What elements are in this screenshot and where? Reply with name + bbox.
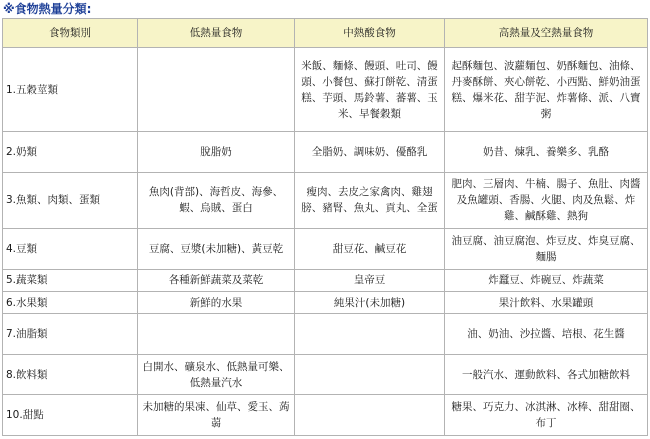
high-calorie-cell: 油豆腐、油豆腐泡、炸豆皮、炸臭豆腐、麵腸 (445, 229, 648, 270)
table-header-row (3, 19, 648, 48)
medium-calorie-cell (295, 354, 445, 395)
table-row (3, 172, 648, 229)
low-calorie-cell: 魚肉(背部)、海哲皮、海參、蝦、烏賊、蛋白 (138, 172, 295, 229)
low-calorie-cell: 未加糖的果凍、仙草、愛玉、蒟蒻 (138, 395, 295, 436)
category-cell: 2.奶類 (3, 132, 138, 173)
high-calorie-cell: 奶昔、煉乳、養樂多、乳酪 (445, 132, 648, 173)
table-row (3, 314, 648, 355)
medium-calorie-cell: 純果汁(未加糖) (295, 292, 445, 314)
medium-calorie-cell: 甜豆花、鹹豆花 (295, 229, 445, 270)
page-title: ※食物熱量分類: (3, 2, 92, 16)
table-row (3, 395, 648, 436)
medium-calorie-cell (295, 314, 445, 355)
high-calorie-cell: 糖果、巧克力、冰淇淋、冰棒、甜甜圈、布丁 (445, 395, 648, 436)
high-calorie-cell: 起酥麵包、波蘿麵包、奶酥麵包、油條、丹麥酥餅、夾心餅乾、小西點、鮮奶油蛋糕、爆米花、甜芋泥、炸薯條、派、八寶粥 (445, 48, 648, 132)
category-cell: 1.五穀莖類 (3, 48, 138, 132)
medium-calorie-cell: 瘦肉、去皮之家禽肉、雞翅膀、豬腎、魚丸、貢丸、全蛋 (295, 172, 445, 229)
category-cell: 8.飲料類 (3, 354, 138, 395)
low-calorie-cell: 豆腐、豆漿(未加糖)、黃豆乾 (138, 229, 295, 270)
food-calorie-table (2, 18, 648, 436)
table-row (3, 354, 648, 395)
high-calorie-cell: 油、奶油、沙拉醬、培根、花生醬 (445, 314, 648, 355)
header-medium-calorie: 中熱酸食物 (295, 19, 445, 48)
header-low-calorie: 低熱量食物 (138, 19, 295, 48)
table-row (3, 229, 648, 270)
category-cell: 7.油脂類 (3, 314, 138, 355)
category-cell: 10.甜點 (3, 395, 138, 436)
low-calorie-cell: 新鮮的水果 (138, 292, 295, 314)
low-calorie-cell (138, 314, 295, 355)
category-cell: 3.魚類、肉類、蛋類 (3, 172, 138, 229)
medium-calorie-cell: 全脂奶、調味奶、優酪乳 (295, 132, 445, 173)
table-row (3, 292, 648, 314)
low-calorie-cell: 白開水、礦泉水、低熱量可樂、低熱量汽水 (138, 354, 295, 395)
medium-calorie-cell: 皇帝豆 (295, 269, 445, 291)
low-calorie-cell: 各種新鮮蔬菜及菜乾 (138, 269, 295, 291)
header-category: 食物類別 (3, 19, 138, 48)
category-cell: 4.豆類 (3, 229, 138, 270)
high-calorie-cell: 果汁飲料、水果罐頭 (445, 292, 648, 314)
table-row (3, 132, 648, 173)
table-row (3, 48, 648, 132)
header-high-calorie: 高熱量及空熱量食物 (445, 19, 648, 48)
table-row (3, 269, 648, 291)
high-calorie-cell: 肥肉、三層肉、牛楠、腸子、魚肚、肉醬及魚罐頭、香腸、火腿、肉及魚鬆、炸雞、鹹酥雞、熱狗 (445, 172, 648, 229)
high-calorie-cell: 一般汽水、運動飲料、各式加糖飲料 (445, 354, 648, 395)
category-cell: 6.水果類 (3, 292, 138, 314)
low-calorie-cell (138, 48, 295, 132)
medium-calorie-cell (295, 395, 445, 436)
category-cell: 5.蔬菜類 (3, 269, 138, 291)
low-calorie-cell: 脫脂奶 (138, 132, 295, 173)
medium-calorie-cell: 米飯、麵條、饅頭、吐司、饅頭、小餐包、蘇打餅乾、清蛋糕、芋頭、馬鈴薯、蕃薯、玉米、早餐穀類 (295, 48, 445, 132)
high-calorie-cell: 炸蠶豆、炸碗豆、炸蔬菜 (445, 269, 648, 291)
